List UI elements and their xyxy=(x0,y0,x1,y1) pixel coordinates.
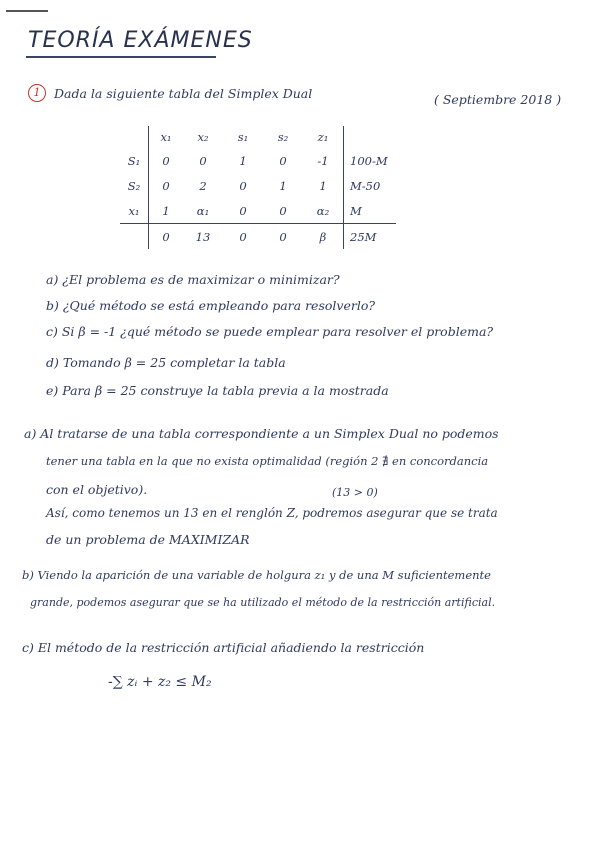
question-number: 1 xyxy=(28,84,46,102)
subquestion-b: b) ¿Qué método se está empleando para resolverlo? xyxy=(46,298,376,313)
table-row xyxy=(120,198,396,224)
question-date: ( Septiembre 2018 ) xyxy=(434,92,562,107)
table-rhs-cell: M xyxy=(344,198,397,224)
question-statement: Dada la siguiente tabla del Simplex Dual xyxy=(54,86,313,101)
answer-a-line-1: a) Al tratarse de una tabla correspondiente a un Simplex Dual no podemos xyxy=(24,426,499,441)
subquestion-e: e) Para β = 25 construye la tabla previa a la mostrada xyxy=(46,383,389,398)
table-header-cell: z₁ xyxy=(317,130,329,144)
table-header-cell xyxy=(120,126,149,148)
answer-b-line-1: b) Viendo la aparición de una variable de holgura z₁ y de una M suficientemente xyxy=(22,568,491,582)
table-header-cell: x₁ xyxy=(149,126,184,148)
table-cell: α₂ xyxy=(316,203,330,218)
table-cell: 0 xyxy=(149,224,184,250)
table-objective-row xyxy=(120,224,396,250)
table-header-cell: x₂ xyxy=(197,130,209,144)
answer-c-formula: -∑ zᵢ + z₂ ≤ M₂ xyxy=(108,674,212,690)
corner-mark xyxy=(6,10,48,12)
table-cell: 0 xyxy=(149,148,184,173)
answer-a-line-5: de un problema de MAXIMIZAR xyxy=(46,532,250,547)
subquestion-d: d) Tomando β = 25 completar la tabla xyxy=(46,355,286,370)
table-cell: 0 xyxy=(199,153,207,168)
table-cell: 0 xyxy=(149,173,184,198)
table-cell: -1 xyxy=(317,153,329,168)
table-row xyxy=(120,173,396,198)
table-cell: 0 xyxy=(279,153,287,168)
subquestion-a: a) ¿El problema es de maximizar o minimizar? xyxy=(46,272,340,287)
table-rhs-cell: M-50 xyxy=(344,173,397,198)
answer-a-line-2: tener una tabla en la que no exista optimalidad (región 2 ∄ en concordancia xyxy=(46,454,489,468)
table-rhs-cell: 100-M xyxy=(344,148,397,173)
table-row-label: S₂ xyxy=(127,178,141,193)
answer-c-line-1: c) El método de la restricción artificial añadiendo la restricción xyxy=(22,640,425,655)
table-header-cell: s₁ xyxy=(237,130,249,144)
table-cell: 1 xyxy=(279,178,287,193)
table-cell: 0 xyxy=(239,203,247,218)
table-header-cell: s₂ xyxy=(277,130,289,144)
table-cell: α₁ xyxy=(196,203,210,218)
answer-a-note: (13 > 0) xyxy=(332,486,378,499)
answer-b-line-2: grande, podemos asegurar que se ha utilizado el método de la restricción artificial. xyxy=(30,596,496,609)
title-underline xyxy=(26,56,216,58)
table-rhs-cell: 25M xyxy=(344,224,397,250)
table-cell: 1 xyxy=(239,153,247,168)
subquestion-c: c) Si β = -1 ¿qué método se puede emplear para resolver el problema? xyxy=(46,324,494,339)
answer-a-line-3: con el objetivo). xyxy=(46,482,148,497)
table-cell: 0 xyxy=(263,224,303,250)
answer-a-line-4: Así, como tenemos un 13 en el renglón Z, podremos asegurar que se trata xyxy=(46,506,498,520)
table-cell: 2 xyxy=(199,178,207,193)
table-cell: 1 xyxy=(149,198,184,224)
table-cell: 0 xyxy=(279,203,287,218)
table-cell: 0 xyxy=(223,224,263,250)
table-header-cell xyxy=(344,126,397,148)
table-row-label: x₁ xyxy=(128,203,140,218)
simplex-table xyxy=(120,126,396,249)
table-header-row xyxy=(120,126,396,148)
table-cell: 13 xyxy=(183,224,223,250)
table-cell: β xyxy=(303,224,344,250)
table-row xyxy=(120,148,396,173)
table-row-label xyxy=(120,224,149,250)
page-title: TEORÍA EXÁMENES xyxy=(28,28,253,53)
table-row-label: S₁ xyxy=(127,153,141,168)
table-cell: 0 xyxy=(239,178,247,193)
table-cell: 1 xyxy=(319,178,327,193)
